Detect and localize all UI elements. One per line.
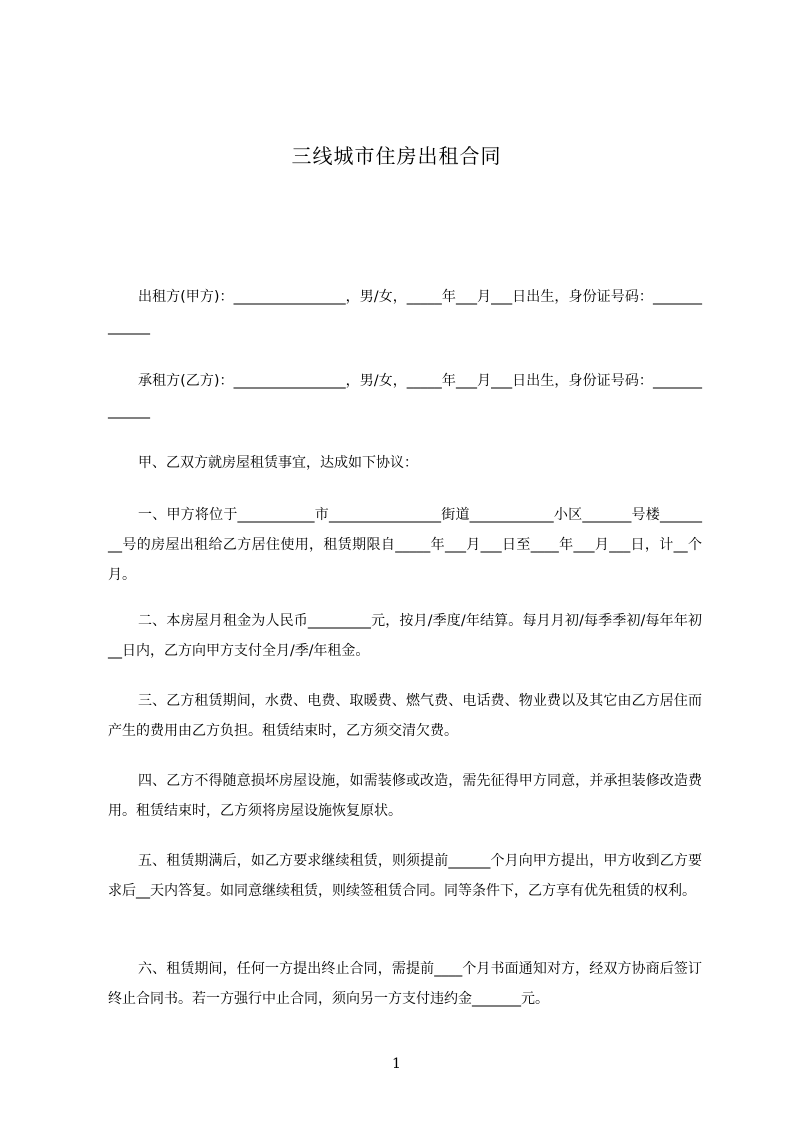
clause-2-paragraph: 二、本房屋月租金为人民币_________元，按月/季度/年结算。每月月初/每季季初/每年年初__日内，乙方向甲方支付全月/季/年租金。: [108, 613, 702, 659]
clause-3-paragraph: 三、乙方租赁期间，水费、电费、取暖费、燃气费、电话费、物业费以及其它由乙方居住而产生的费用由乙方负担。租赁结束时，乙方须交清欠费。: [108, 693, 702, 739]
lessor-paragraph: 出租方(甲方)：________________，男/女，_____年___月___日出生，身份证号码：_____________: [108, 289, 702, 335]
clause-1-paragraph: 一、甲方将位于___________市________________街道____________小区_______号楼________号的房屋出租给乙方居住使用，租赁期限自_____年___月___日至____年___月___日，计__个月。: [108, 507, 702, 583]
clause-4-paragraph: 四、乙方不得随意损坏房屋设施，如需装修或改造，需先征得甲方同意，并承担装修改造费用。租赁结束时，乙方须将房屋设施恢复原状。: [108, 773, 702, 819]
document-title: 三线城市住房出租合同: [291, 144, 502, 168]
page-number: 1: [392, 1056, 401, 1072]
agreement-intro-paragraph: 甲、乙双方就房屋租赁事宜，达成如下协议：: [138, 455, 418, 471]
lessee-paragraph: 承租方(乙方)：________________，男/女，_____年___月___日出生，身份证号码：_____________: [108, 373, 702, 419]
clause-6-paragraph: 六、租赁期间，任何一方提出终止合同，需提前____个月书面通知对方，经双方协商后签订终止合同书。若一方强行中止合同，须向另一方支付违约金_______元。: [108, 961, 702, 1007]
clause-5-paragraph: 五、租赁期满后，如乙方要求继续租赁，则须提前______个月向甲方提出，甲方收到乙方要求后__天内答复。如同意继续租赁，则续签租赁合同。同等条件下，乙方享有优先租赁的权利。: [108, 853, 702, 899]
